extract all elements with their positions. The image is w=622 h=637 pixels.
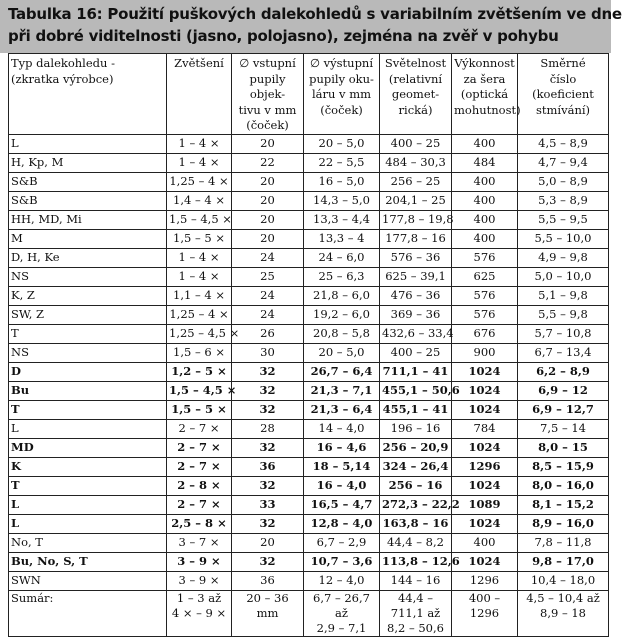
cell-brightness: 400 – 25 [380,134,452,153]
cell-objective-pupil: 20 [232,191,304,210]
table-row [9,457,609,476]
cell-zoom: 1,1 – 4 × [167,286,232,305]
cell-brightness: 256 – 20,9 [380,438,452,457]
cell-dimming-coefficient: 6,9 – 12,7 [518,400,609,419]
summary-zoom: 1 – 3 až 4 × – 9 × [167,590,232,636]
cell-dimming-coefficient: 8,1 – 15,2 [518,495,609,514]
cell-brightness: 144 – 16 [380,571,452,590]
cell-zoom: 2 – 7 × [167,495,232,514]
table-row [9,419,609,438]
header-row [9,54,609,135]
cell-zoom: 2,5 – 8 × [167,514,232,533]
table-row [9,552,609,571]
cell-dimming-coefficient: 5,5 – 9,8 [518,305,609,324]
cell-twilight-performance: 900 [452,343,518,362]
cell-dimming-coefficient: 5,5 – 10,0 [518,229,609,248]
cell-type: S&B [9,172,167,191]
cell-twilight-performance: 400 [452,229,518,248]
cell-ocular-pupil: 21,3 – 7,1 [304,381,380,400]
cell-objective-pupil: 30 [232,343,304,362]
cell-zoom: 2 – 7 × [167,457,232,476]
cell-zoom: 1,4 – 4 × [167,191,232,210]
table-row [9,324,609,343]
cell-type: Bu, No, S, T [9,552,167,571]
cell-zoom: 1,5 – 5 × [167,229,232,248]
cell-ocular-pupil: 13,3 – 4 [304,229,380,248]
cell-zoom: 1,25 – 4,5 × [167,324,232,343]
cell-dimming-coefficient: 8,0 – 16,0 [518,476,609,495]
cell-objective-pupil: 33 [232,495,304,514]
cell-brightness: 576 – 36 [380,248,452,267]
header-zoom: Zvětšení [167,54,232,135]
table-row [9,343,609,362]
summary-brightness: 44,4 – 711,1 až 8,2 – 50,6 [380,590,452,636]
cell-type: HH, MD, Mi [9,210,167,229]
cell-twilight-performance: 1024 [452,362,518,381]
cell-ocular-pupil: 12 – 4,0 [304,571,380,590]
cell-type: L [9,514,167,533]
cell-ocular-pupil: 13,3 – 4,4 [304,210,380,229]
table-row [9,514,609,533]
header-ocular-pupil: ∅ výstupní pupily oku- láru v mm (čoček) [304,54,380,135]
table-row [9,381,609,400]
cell-ocular-pupil: 10,7 – 3,6 [304,552,380,571]
cell-dimming-coefficient: 9,8 – 17,0 [518,552,609,571]
cell-type: D [9,362,167,381]
cell-type: H, Kp, M [9,153,167,172]
cell-twilight-performance: 1296 [452,457,518,476]
cell-twilight-performance: 1024 [452,438,518,457]
cell-brightness: 484 – 30,3 [380,153,452,172]
cell-zoom: 1,5 – 4,5 × [167,210,232,229]
cell-ocular-pupil: 18 – 5,14 [304,457,380,476]
table-row [9,495,609,514]
cell-ocular-pupil: 20 – 5,0 [304,134,380,153]
summary-objective-pupil: 20 – 36 mm [232,590,304,636]
cell-zoom: 2 – 7 × [167,438,232,457]
cell-type: T [9,324,167,343]
cell-twilight-performance: 400 [452,191,518,210]
table-row [9,476,609,495]
cell-type: Bu [9,381,167,400]
table-row [9,286,609,305]
cell-zoom: 1,2 – 5 × [167,362,232,381]
cell-objective-pupil: 36 [232,571,304,590]
cell-ocular-pupil: 16 – 4,0 [304,476,380,495]
cell-objective-pupil: 24 [232,305,304,324]
cell-twilight-performance: 625 [452,267,518,286]
cell-objective-pupil: 20 [232,210,304,229]
table-row [9,533,609,552]
header-type: Typ dalekohledu - (zkratka výrobce) [9,54,167,135]
cell-dimming-coefficient: 5,1 – 9,8 [518,286,609,305]
cell-ocular-pupil: 16 – 4,6 [304,438,380,457]
cell-brightness: 272,3 – 22,2 [380,495,452,514]
table-row [9,248,609,267]
cell-zoom: 1 – 4 × [167,267,232,286]
cell-ocular-pupil: 22 – 5,5 [304,153,380,172]
cell-twilight-performance: 576 [452,305,518,324]
caption-line-2: při dobré viditelnosti (jasno, polojasno), zejména na zvěř v pohybu [8,27,559,45]
cell-objective-pupil: 26 [232,324,304,343]
cell-objective-pupil: 20 [232,229,304,248]
cell-zoom: 1,25 – 4 × [167,305,232,324]
cell-objective-pupil: 20 [232,134,304,153]
table-row [9,153,609,172]
table-row [9,191,609,210]
cell-ocular-pupil: 14 – 4,0 [304,419,380,438]
cell-twilight-performance: 676 [452,324,518,343]
cell-zoom: 3 – 7 × [167,533,232,552]
cell-brightness: 177,8 – 19,8 [380,210,452,229]
cell-ocular-pupil: 26,7 – 6,4 [304,362,380,381]
cell-ocular-pupil: 12,8 – 4,0 [304,514,380,533]
cell-ocular-pupil: 14,3 – 5,0 [304,191,380,210]
cell-objective-pupil: 22 [232,153,304,172]
cell-ocular-pupil: 21,3 – 6,4 [304,400,380,419]
cell-dimming-coefficient: 6,9 – 12 [518,381,609,400]
header-dimming-coefficient: Směrné číslo (koeficient stmívání) [518,54,609,135]
cell-brightness: 44,4 – 8,2 [380,533,452,552]
cell-zoom: 1,5 – 4,5 × [167,381,232,400]
cell-objective-pupil: 36 [232,457,304,476]
cell-brightness: 113,8 – 12,6 [380,552,452,571]
cell-objective-pupil: 20 [232,533,304,552]
cell-dimming-coefficient: 8,0 – 15 [518,438,609,457]
cell-ocular-pupil: 25 – 6,3 [304,267,380,286]
cell-zoom: 1,5 – 6 × [167,343,232,362]
cell-zoom: 2 – 8 × [167,476,232,495]
table-row [9,305,609,324]
cell-zoom: 1 – 4 × [167,134,232,153]
summary-dimming-coefficient: 4,5 – 10,4 až 8,9 – 18 [518,590,609,636]
cell-twilight-performance: 1089 [452,495,518,514]
cell-dimming-coefficient: 6,7 – 13,4 [518,343,609,362]
cell-type: SW, Z [9,305,167,324]
cell-objective-pupil: 32 [232,438,304,457]
cell-zoom: 1,5 – 5 × [167,400,232,419]
cell-twilight-performance: 1024 [452,552,518,571]
cell-brightness: 455,1 – 50,6 [380,381,452,400]
cell-ocular-pupil: 21,8 – 6,0 [304,286,380,305]
cell-twilight-performance: 1024 [452,514,518,533]
cell-ocular-pupil: 19,2 – 6,0 [304,305,380,324]
table-row [9,438,609,457]
cell-dimming-coefficient: 5,5 – 9,5 [518,210,609,229]
table-row [9,571,609,590]
cell-objective-pupil: 24 [232,248,304,267]
cell-dimming-coefficient: 4,9 – 9,8 [518,248,609,267]
cell-twilight-performance: 400 [452,533,518,552]
cell-twilight-performance: 1024 [452,381,518,400]
cell-twilight-performance: 1024 [452,476,518,495]
cell-type: NS [9,267,167,286]
cell-zoom: 3 – 9 × [167,571,232,590]
cell-dimming-coefficient: 8,5 – 15,9 [518,457,609,476]
cell-brightness: 432,6 – 33,4 [380,324,452,343]
cell-ocular-pupil: 16,5 – 4,7 [304,495,380,514]
cell-type: K, Z [9,286,167,305]
cell-type: No, T [9,533,167,552]
header-objective-pupil: ∅ vstupní pupily objek- tivu v mm (čoček) [232,54,304,135]
cell-zoom: 3 – 9 × [167,552,232,571]
scope-table [8,53,609,637]
cell-dimming-coefficient: 10,4 – 18,0 [518,571,609,590]
cell-twilight-performance: 1024 [452,400,518,419]
cell-dimming-coefficient: 5,0 – 8,9 [518,172,609,191]
cell-twilight-performance: 400 [452,172,518,191]
cell-brightness: 625 – 39,1 [380,267,452,286]
cell-twilight-performance: 1296 [452,571,518,590]
cell-type: SWN [9,571,167,590]
cell-twilight-performance: 784 [452,419,518,438]
table-caption [0,0,622,53]
cell-type: T [9,476,167,495]
table-row [9,229,609,248]
cell-dimming-coefficient: 4,7 – 9,4 [518,153,609,172]
cell-objective-pupil: 32 [232,514,304,533]
cell-brightness: 204,1 – 25 [380,191,452,210]
cell-twilight-performance: 576 [452,248,518,267]
table-row [9,267,609,286]
cell-zoom: 1,25 – 4 × [167,172,232,191]
cell-type: K [9,457,167,476]
table-row [9,362,609,381]
cell-dimming-coefficient: 7,5 – 14 [518,419,609,438]
summary-twilight-performance: 400 – 1296 [452,590,518,636]
cell-objective-pupil: 32 [232,362,304,381]
cell-type: MD [9,438,167,457]
cell-objective-pupil: 25 [232,267,304,286]
cell-type: L [9,134,167,153]
cell-dimming-coefficient: 5,0 – 10,0 [518,267,609,286]
header-twilight-performance: Výkonnost za šera (optická mohutnost) [452,54,518,135]
header-brightness: Světelnost (relativní geomet- rická) [380,54,452,135]
cell-twilight-performance: 484 [452,153,518,172]
cell-brightness: 711,1 – 41 [380,362,452,381]
cell-dimming-coefficient: 8,9 – 16,0 [518,514,609,533]
cell-twilight-performance: 400 [452,134,518,153]
cell-objective-pupil: 24 [232,286,304,305]
cell-objective-pupil: 32 [232,381,304,400]
cell-type: L [9,495,167,514]
cell-dimming-coefficient: 4,5 – 8,9 [518,134,609,153]
cell-brightness: 256 – 25 [380,172,452,191]
cell-ocular-pupil: 20,8 – 5,8 [304,324,380,343]
table-row [9,172,609,191]
cell-brightness: 256 – 16 [380,476,452,495]
cell-brightness: 177,8 – 16 [380,229,452,248]
cell-type: T [9,400,167,419]
cell-zoom: 1 – 4 × [167,248,232,267]
cell-brightness: 196 – 16 [380,419,452,438]
cell-brightness: 476 – 36 [380,286,452,305]
caption-line-1: Tabulka 16: Použití puškových dalekohledů s variabilním zvětšením ve dne [8,5,622,23]
cell-zoom: 1 – 4 × [167,153,232,172]
cell-ocular-pupil: 16 – 5,0 [304,172,380,191]
table-body [9,134,609,636]
cell-ocular-pupil: 24 – 6,0 [304,248,380,267]
summary-type: Sumár: [9,590,167,636]
table-row [9,134,609,153]
cell-type: D, H, Ke [9,248,167,267]
cell-objective-pupil: 28 [232,419,304,438]
summary-ocular-pupil: 6,7 – 26,7 až 2,9 – 7,1 [304,590,380,636]
cell-dimming-coefficient: 7,8 – 11,8 [518,533,609,552]
cell-brightness: 163,8 – 16 [380,514,452,533]
cell-brightness: 324 – 26,4 [380,457,452,476]
summary-row [9,590,609,636]
cell-zoom: 2 – 7 × [167,419,232,438]
cell-objective-pupil: 32 [232,552,304,571]
cell-brightness: 400 – 25 [380,343,452,362]
cell-ocular-pupil: 6,7 – 2,9 [304,533,380,552]
cell-type: M [9,229,167,248]
cell-type: L [9,419,167,438]
cell-dimming-coefficient: 5,3 – 8,9 [518,191,609,210]
cell-dimming-coefficient: 5,7 – 10,8 [518,324,609,343]
table-row [9,210,609,229]
cell-objective-pupil: 32 [232,476,304,495]
cell-dimming-coefficient: 6,2 – 8,9 [518,362,609,381]
cell-twilight-performance: 400 [452,210,518,229]
cell-objective-pupil: 32 [232,400,304,419]
cell-twilight-performance: 576 [452,286,518,305]
cell-brightness: 455,1 – 41 [380,400,452,419]
cell-objective-pupil: 20 [232,172,304,191]
cell-brightness: 369 – 36 [380,305,452,324]
cell-type: S&B [9,191,167,210]
cell-type: NS [9,343,167,362]
cell-ocular-pupil: 20 – 5,0 [304,343,380,362]
table-row [9,400,609,419]
